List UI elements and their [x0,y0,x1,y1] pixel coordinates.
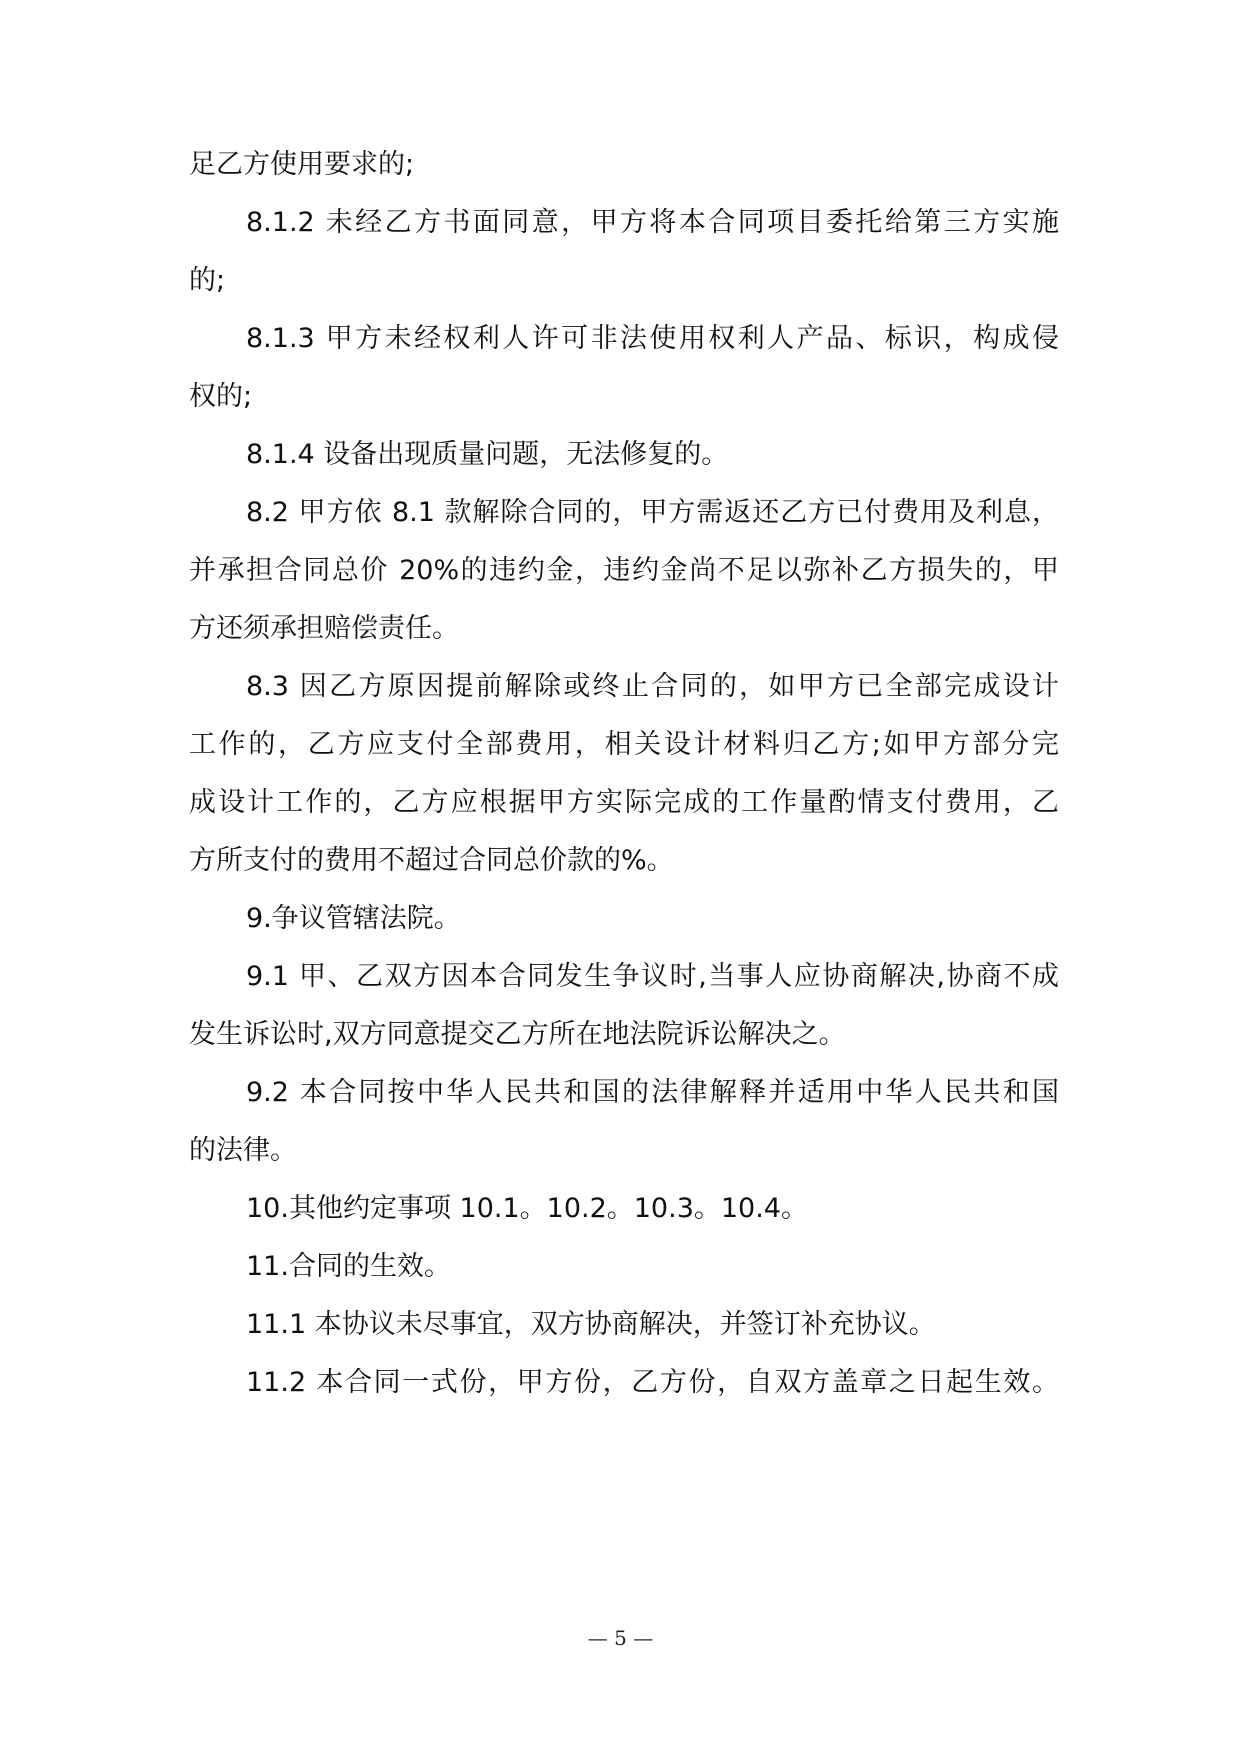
section-9-heading: 9.争议管辖法院。 [246,903,461,934]
text-line: 方所支付的费用不超过合同总价款的%。 [189,845,674,876]
text-line: 方还须承担赔偿责任。 [189,613,459,644]
text-line: 发生诉讼时,双方同意提交乙方所在地法院诉讼解决之。 [189,1019,846,1050]
clause-8-3: 8.3 因乙方原因提前解除或终止合同的，如甲方已全部完成设计 [246,671,1059,702]
section-10-heading: 10.其他约定事项 10.1。10.2。10.3。10.4。 [246,1193,808,1224]
clause-8-2: 8.2 甲方依 8.1 款解除合同的，甲方需返还乙方已付费用及利息， [246,497,1059,528]
clause-9-2: 9.2 本合同按中华人民共和国的法律解释并适用中华人民共和国 [246,1077,1059,1108]
clause-11-1: 11.1 本协议未尽事宜，双方协商解决，并签订补充协议。 [246,1309,936,1340]
clause-9-1: 9.1 甲、乙双方因本合同发生争议时,当事人应协商解决,协商不成 [246,961,1059,992]
section-11-heading: 11.合同的生效。 [246,1251,451,1282]
text-line: 并承担合同总价 20%的违约金，违约金尚不足以弥补乙方损失的，甲 [189,555,1059,586]
text-line: 成设计工作的，乙方应根据甲方实际完成的工作量酌情支付费用，乙 [189,787,1059,818]
page-number: — 5 — [587,1626,654,1650]
text-line: 权的; [189,381,253,412]
text-line: 工作的，乙方应支付全部费用，相关设计材料归乙方;如甲方部分完 [189,729,1059,760]
text-line: 的法律。 [189,1135,297,1166]
clause-11-2: 11.2 本合同一式份，甲方份，乙方份，自双方盖章之日起生效。 [246,1367,1059,1398]
clause-8-1-3: 8.1.3 甲方未经权利人许可非法使用权利人产品、标识，构成侵 [246,323,1059,354]
text-line: 足乙方使用要求的; [189,149,415,180]
clause-8-1-4: 8.1.4 设备出现质量问题，无法修复的。 [246,439,729,470]
text-line: 的; [189,265,226,296]
clause-8-1-2: 8.1.2 未经乙方书面同意，甲方将本合同项目委托给第三方实施 [246,207,1059,238]
